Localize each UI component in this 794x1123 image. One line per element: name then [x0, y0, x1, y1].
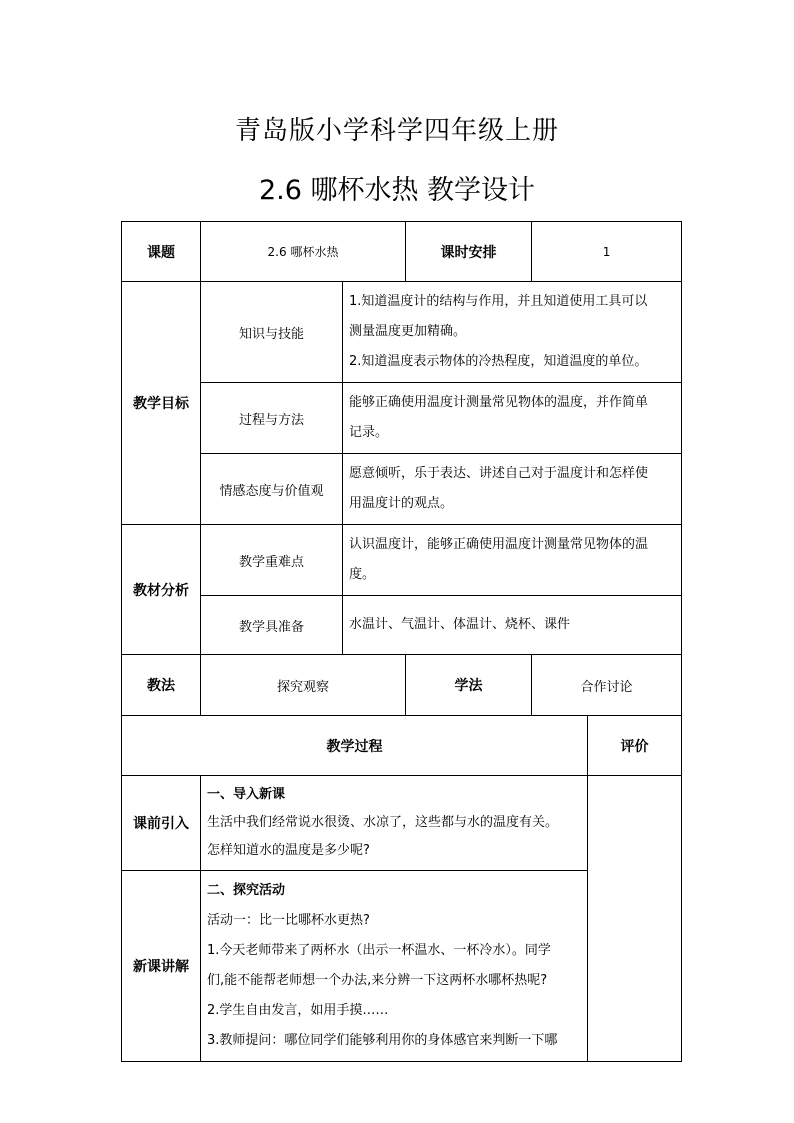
lesson-line: 1.今天老师带来了两杯水（出示一杯温水、一杯冷水）。同学 [207, 943, 551, 958]
goal-row-process [122, 383, 682, 454]
schedule-value: 1 [532, 222, 682, 282]
evaluation-cell [588, 776, 682, 1062]
goal-line: 记录。 [349, 425, 389, 440]
topic-label: 课题 [122, 222, 201, 282]
goal-line: 2.知道温度表示物体的冷热程度，知道温度的单位。 [349, 354, 648, 369]
analysis-line: 度。 [349, 567, 376, 582]
analysis-name-materials: 教学具准备 [201, 596, 343, 655]
methods-row [122, 655, 682, 716]
learn-method-value: 合作讨论 [532, 655, 682, 716]
goal-content-attitude [343, 454, 682, 525]
intro-line: 生活中我们经常说水很烫、水凉了，这些都与水的温度有关。 [207, 815, 559, 830]
intro-heading: 一、导入新课 [207, 787, 286, 802]
document-subtitle: 2.6 哪杯水热 教学设计 [258, 175, 536, 206]
lesson-line: 3.教师提问：哪位同学们能够利用你的身体感官来判断一下哪 [207, 1033, 558, 1048]
goal-line: 1.知道温度计的结构与作用，并且知道使用工具可以 [349, 294, 648, 309]
teach-method-value: 探究观察 [201, 655, 406, 716]
goal-row-knowledge [122, 282, 682, 383]
topic-row [122, 222, 682, 282]
goal-line: 能够正确使用温度计测量常见物体的温度，并作简单 [349, 395, 649, 410]
goal-content-knowledge [343, 282, 682, 383]
analysis-content-materials: 水温计、气温计、体温计、烧杯、课件 [343, 596, 682, 655]
analysis-content-keypoints [343, 525, 682, 596]
goal-line: 测量温度更加精确。 [349, 324, 467, 339]
teach-method-label: 教法 [122, 655, 201, 716]
lesson-content [201, 871, 588, 1062]
analysis-label: 教材分析 [122, 525, 201, 655]
analysis-row-keypoints [122, 525, 682, 596]
lesson-line: 们,能不能帮老师想一个办法,来分辨一下这两杯水哪杯热呢? [207, 973, 548, 988]
process-label: 教学过程 [122, 716, 588, 776]
evaluation-label: 评价 [588, 716, 682, 776]
analysis-line: 认识温度计，能够正确使用温度计测量常见物体的温 [349, 537, 649, 552]
analysis-row-materials [122, 596, 682, 655]
intro-content [201, 776, 588, 871]
lesson-label: 新课讲解 [122, 871, 201, 1062]
goal-name-attitude: 情感态度与价值观 [201, 454, 343, 525]
document-title: 青岛版小学科学四年级上册 [234, 116, 559, 146]
goal-content-process [343, 383, 682, 454]
lesson-plan-table [121, 221, 682, 1062]
goal-row-attitude [122, 454, 682, 525]
lesson-heading: 二、探究活动 [207, 883, 286, 898]
process-header-row [122, 716, 682, 776]
intro-line: 怎样知道水的温度是多少呢? [207, 843, 370, 858]
goal-line: 用温度计的观点。 [349, 496, 454, 511]
goals-label: 教学目标 [122, 282, 201, 525]
lesson-line: 2.学生自由发言，如用手摸…… [207, 1003, 389, 1018]
goal-line: 愿意倾听，乐于表达、讲述自己对于温度计和怎样使 [349, 466, 649, 481]
intro-row [122, 776, 682, 871]
learn-method-label: 学法 [406, 655, 532, 716]
intro-label: 课前引入 [122, 776, 201, 871]
topic-value: 2.6 哪杯水热 [201, 222, 406, 282]
analysis-name-keypoints: 教学重难点 [201, 525, 343, 596]
schedule-label: 课时安排 [406, 222, 532, 282]
goal-name-process: 过程与方法 [201, 383, 343, 454]
goal-name-knowledge: 知识与技能 [201, 282, 343, 383]
lesson-line: 活动一：比一比哪杯水更热? [207, 913, 370, 928]
